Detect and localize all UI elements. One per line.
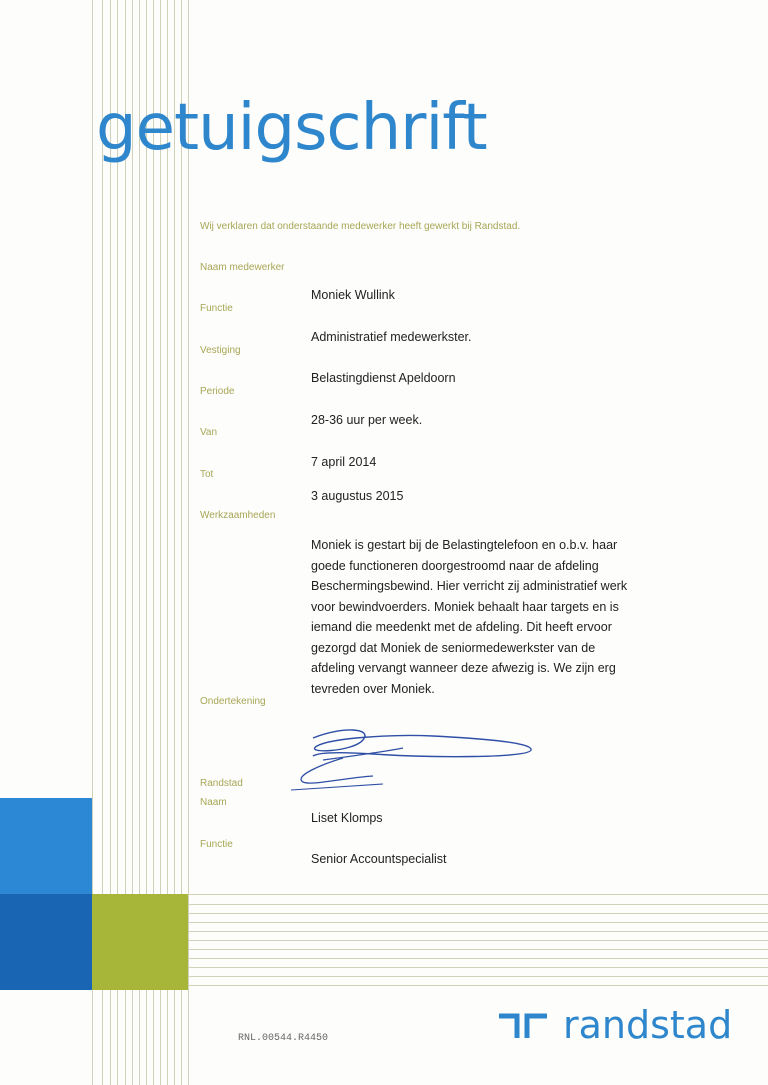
werkzaamheden-line: voor bewindvoerders. Moniek behaalt haar targets en is [311, 599, 619, 614]
value-periode: 28-36 uur per week. [311, 413, 423, 427]
werkzaamheden-line: Beschermingsbewind. Hier verricht zij administratief werk [311, 579, 628, 593]
label-naam-medewerker: Naam medewerker [200, 262, 285, 273]
blue-block-bottom [0, 894, 92, 990]
label-periode: Periode [200, 386, 235, 397]
label-tot: Tot [200, 469, 214, 480]
werkzaamheden-line: tevreden over Moniek. [311, 681, 435, 696]
page-title: getuigschrift [96, 91, 487, 165]
value-signer-functie: Senior Accountspecialist [311, 852, 447, 866]
value-signer-name: Liset Klomps [311, 811, 383, 825]
label-van: Van [200, 427, 218, 438]
werkzaamheden-text [311, 535, 651, 699]
werkzaamheden-line: iemand die meedenkt met de afdeling. Dit heeft ervoor [311, 620, 612, 634]
label-naam: Naam [200, 797, 227, 808]
blue-block-top [0, 798, 92, 894]
green-block [92, 894, 188, 990]
werkzaamheden-line: gezorgd dat Moniek de seniormedewerkster van de [311, 640, 596, 655]
werkzaamheden-line: goede functioneren doorgestroomd naar de afdeling [311, 558, 599, 573]
reference-number: RNL.00544.R4450 [238, 1033, 329, 1044]
randstad-logo-text: randstad [563, 1003, 733, 1047]
label-werkzaamheden: Werkzaamheden [200, 510, 276, 521]
werkzaamheden-line: afdeling vervangt wanneer deze afwezig is. We zijn erg [311, 661, 616, 675]
value-vestiging: Belastingdienst Apeldoorn [311, 371, 456, 385]
label-randstad: Randstad [200, 778, 243, 789]
randstad-logo [497, 1003, 732, 1047]
value-naam-medewerker: Moniek Wullink [311, 288, 395, 302]
label-signer-functie: Functie [200, 839, 233, 850]
randstad-logo-icon [497, 1010, 551, 1040]
intro-text: Wij verklaren dat onderstaande medewerker heeft gewerkt bij Randstad. [200, 221, 521, 232]
value-van: 7 april 2014 [311, 455, 377, 469]
label-vestiging: Vestiging [200, 345, 241, 356]
handwritten-signature [283, 718, 543, 794]
value-functie: Administratief medewerkster. [311, 330, 472, 344]
label-functie: Functie [200, 303, 233, 314]
value-tot: 3 augustus 2015 [311, 489, 404, 503]
label-ondertekening: Ondertekening [200, 696, 266, 707]
werkzaamheden-line: Moniek is gestart bij de Belastingtelefoon en o.b.v. haar [311, 538, 618, 552]
